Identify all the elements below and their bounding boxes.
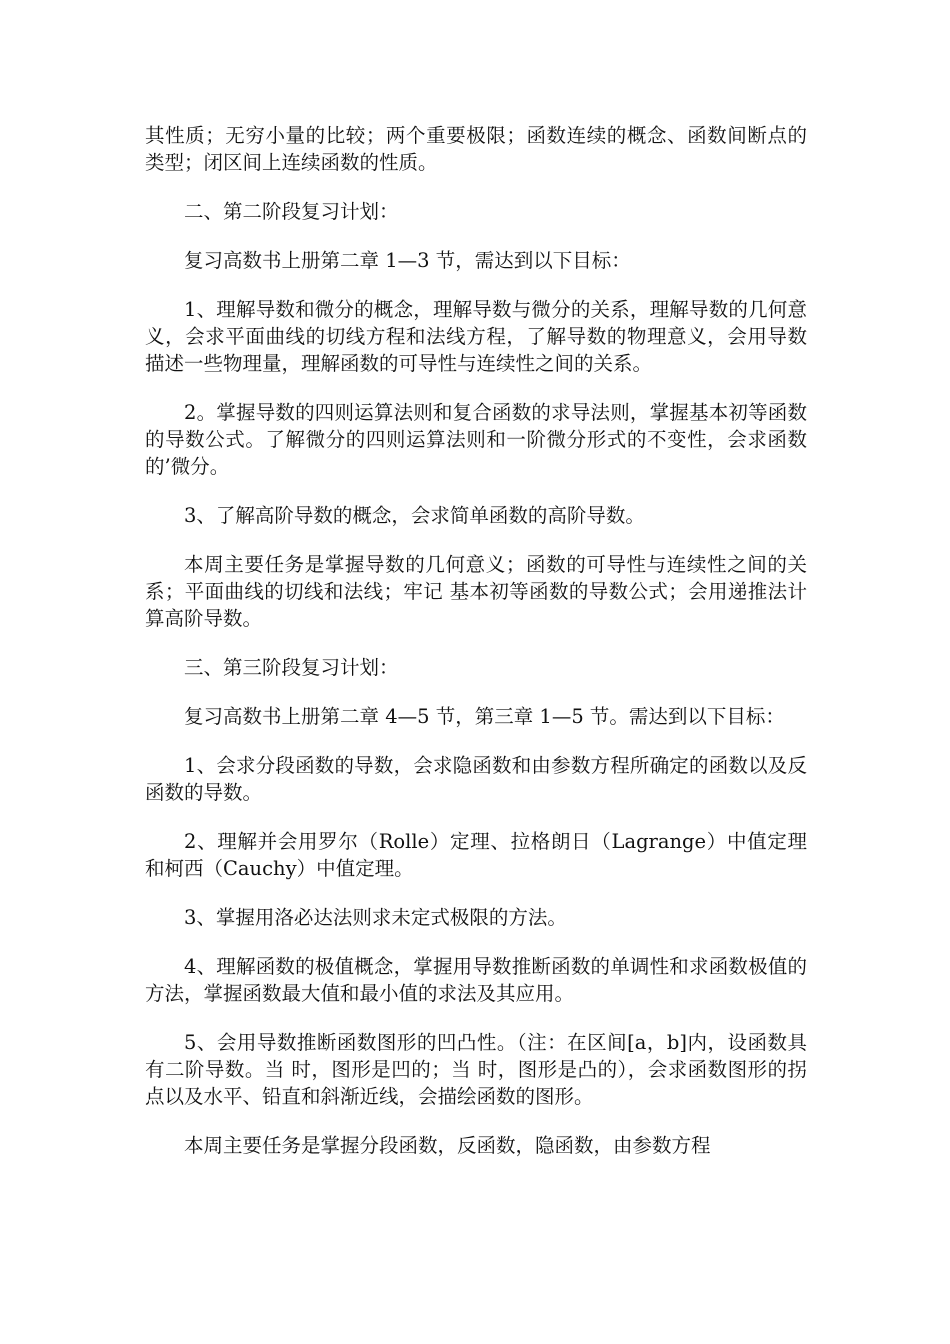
goal-item-2: 2、理解并会用罗尔（Rolle）定理、拉格朗日（Lagrange）中值定理和柯西（Cauchy）中值定理。 — [145, 830, 807, 880]
paragraph-weekly-task: 本周主要任务是掌握分段函数，反函数，隐函数，由参数方程 — [184, 1134, 711, 1157]
goal-item-3: 3、掌握用洛必达法则求未定式极限的方法。 — [184, 906, 567, 929]
goal-item-3: 3、了解高阶导数的概念，会求简单函数的高阶导数。 — [184, 504, 645, 527]
goal-item-5: 5、会用导数推断函数图形的凹凸性。（注：在区间[a，b]内，设函数具有二阶导数。当 时，图形是凹的；当 时，图形是凸的），会求函数图形的拐点以及水平、铅直和斜渐近线，会描绘函数的图形。 — [145, 1031, 807, 1108]
paragraph-continuation: 其性质；无穷小量的比较；两个重要极限；函数连续的概念、函数间断点的类型；闭区间上连续函数的性质。 — [145, 124, 807, 174]
goal-item-1: 1、会求分段函数的导数，会求隐函数和由参数方程所确定的函数以及反函数的导数。 — [145, 754, 807, 804]
paragraph-review-scope: 复习高数书上册第二章 1—3 节，需达到以下目标： — [184, 249, 631, 272]
section-heading-stage-two: 二、第二阶段复习计划： — [184, 200, 399, 223]
goal-item-1: 1、理解导数和微分的概念，理解导数与微分的关系，理解导数的几何意义，会求平面曲线的切线方程和法线方程，了解导数的物理意义，会用导数描述一些物理量，理解函数的可导性与连续性之间的关系。 — [145, 298, 807, 375]
paragraph-review-scope: 复习高数书上册第二章 4—5 节，第三章 1—5 节。需达到以下目标： — [184, 705, 785, 728]
section-heading-stage-three: 三、第三阶段复习计划： — [184, 656, 399, 679]
document-body — [145, 122, 807, 1181]
goal-item-4: 4、理解函数的极值概念，掌握用导数推断函数的单调性和求函数极值的方法，掌握函数最大值和最小值的求法及其应用。 — [145, 955, 807, 1005]
paragraph-weekly-task: 本周主要任务是掌握导数的几何意义；函数的可导性与连续性之间的关系；平面曲线的切线和法线；牢记 基本初等函数的导数公式；会用递推法计算高阶导数。 — [145, 553, 807, 630]
goal-item-2: 2。掌握导数的四则运算法则和复合函数的求导法则，掌握基本初等函数的导数公式。了解微分的四则运算法则和一阶微分形式的不变性，会求函数的’微分。 — [145, 401, 807, 478]
